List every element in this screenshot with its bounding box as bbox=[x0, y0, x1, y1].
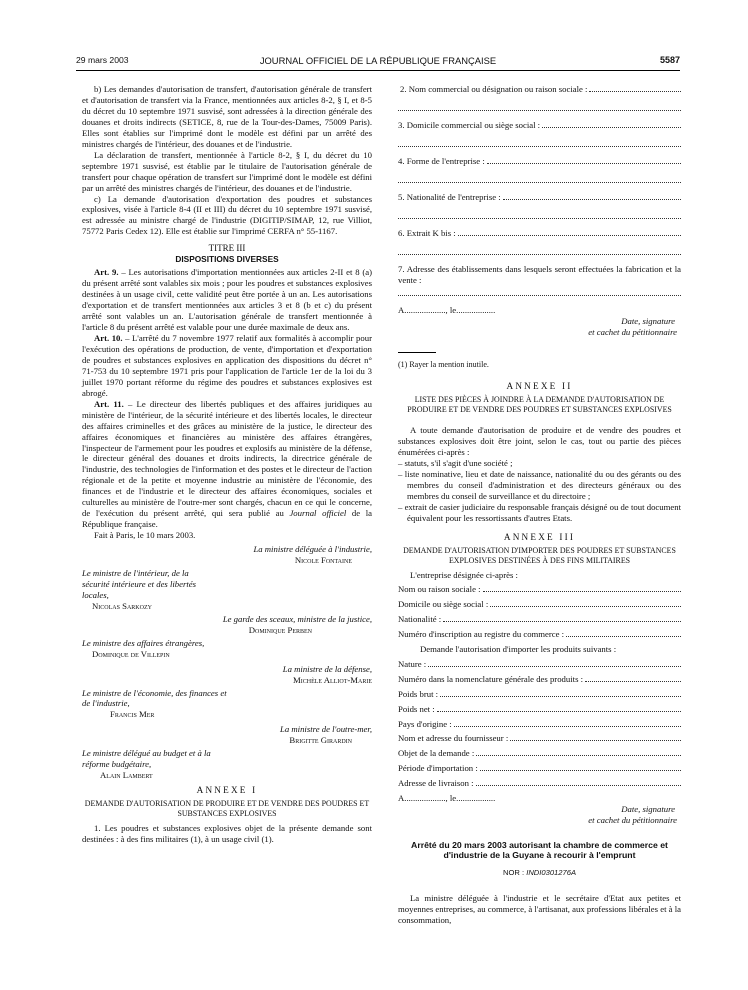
header-rule bbox=[76, 70, 680, 71]
form-field: Nationalité : bbox=[398, 614, 681, 625]
signatory-title: Le ministre de l'intérieur, de la sécurité intérieure et des libertés locales, bbox=[82, 567, 197, 600]
annexe-2-list bbox=[398, 458, 681, 524]
signatory-title: La ministre de la défense, bbox=[282, 663, 372, 674]
signature-block bbox=[82, 638, 372, 660]
article-11-label: Art. 11. bbox=[94, 398, 124, 409]
signatory-name: Brigitte Girardin bbox=[289, 735, 352, 746]
form-line: 2. Nom commercial ou désignation ou raison sociale : bbox=[398, 84, 681, 95]
signatory-name: Michèle Alliot-Marie bbox=[293, 674, 372, 685]
signatory-name: Nicole Fontaine bbox=[294, 555, 352, 566]
signature-block bbox=[82, 724, 372, 746]
form-field: Domicile ou siège social : bbox=[398, 599, 681, 610]
signature-block bbox=[82, 688, 372, 721]
signature-block bbox=[82, 614, 372, 636]
signatory-name: Alain Lambert bbox=[100, 770, 153, 781]
arrete-title: Arrêté du 20 mars 2003 autorisant la chambre de commerce et d'industrie de la Guyane à recourir à l'emprunt bbox=[411, 840, 668, 861]
page-header bbox=[76, 55, 680, 69]
left-column bbox=[82, 84, 372, 845]
annexe-3-heading: ANNEXE III bbox=[503, 532, 576, 543]
titre-heading: TITRE III bbox=[208, 243, 246, 254]
date-signature-label: Date, signature bbox=[621, 804, 675, 815]
blank-dotted-line bbox=[398, 101, 681, 111]
form-field: Objet de la demande : bbox=[398, 748, 681, 759]
signatory-title: La ministre déléguée à l'industrie, bbox=[253, 544, 372, 555]
signatory-title: La ministre de l'outre-mer, bbox=[280, 724, 372, 735]
place-date-line: A..................., le.................. bbox=[398, 304, 496, 315]
entreprise-designee: L'entreprise désignée ci-après : bbox=[410, 569, 518, 580]
form-field: Nom et adresse du fournisseur : bbox=[398, 733, 681, 744]
signatory-name: Francis Mer bbox=[110, 709, 155, 720]
blank-dotted-line bbox=[398, 173, 681, 183]
nor-code: INDI0301276A bbox=[526, 868, 577, 878]
paragraph-declaration: La déclaration de transfert, mentionnée à l'article 8-2, § I, du décret du 10 septembre 1971 susvisé, est établie par le titulaire de l'autorisation générale de transfert pour chaque opération de transfert sur l'imprimé dont le modèle est défini par un arrêté des ministres chargés de l'intérieur, des douanes et de l'industrie. bbox=[82, 149, 372, 193]
article-9: Art. 9. – Les autorisations d'importation mentionnées aux articles 2-II et 8 (a) du présent arrêté sont valables six mois ; pour les poudres et substances explosives destinées à un usage civil, cette validité peut être portée à un an. Les autorisations d'exportation et de transfert mentionnées aux articles 3 et 8 (b et c) du présent arrêté sont valables un an. L'autorisation générale de transfert mentionnée à l'article 8 du présent arrêté est valable pour une durée maximale de deux ans. bbox=[82, 267, 372, 333]
list-item: – statuts, s'il s'agit d'une société ; bbox=[398, 458, 513, 469]
form-line: 3. Domicile commercial ou siège social : bbox=[398, 120, 681, 131]
signatory-title: Le ministre des affaires étrangères, bbox=[82, 637, 205, 648]
footnote-rule bbox=[398, 352, 436, 353]
footnote: (1) Rayer la mention inutile. bbox=[398, 359, 489, 369]
list-item: – extrait de casier judiciaire du responsable français désigné ou de tout document équivalent pour les ressortissants d'autres Etats. bbox=[398, 502, 681, 524]
blank-dotted-line bbox=[398, 286, 681, 296]
page-number: 5587 bbox=[659, 55, 680, 65]
paragraph-b: b) Les demandes d'autorisation de transfert, d'autorisation générale de transfert et d'autorisation de transfert via la France, mentionnées aux articles 8-2, § I, et 8-5 du décret du 10 septembre 1971 susvisé, sont adressées à la direction générale des douanes et droits indirects (SETICE, 8, rue de la Tour-des-Dames, 75009 Paris). Elles sont établies sur l'imprimé dont le modèle est défini par un arrêté des ministres chargés de l'intérieur, des douanes et de l'industrie. bbox=[82, 84, 372, 149]
final-paragraph: La ministre déléguée à l'industrie et le secrétaire d'Etat aux petites et moyennes entreprises, au commerce, à l'artisanat, aux professions libérales et à la consommation, bbox=[398, 893, 681, 925]
blank-dotted-line bbox=[398, 209, 681, 219]
article-10-label: Art. 10. bbox=[94, 332, 123, 343]
annexe-1-title: DEMANDE D'AUTORISATION DE PRODUIRE ET DE VENDRE DES POUDRES ET SUBSTANCES EXPLOSIVES bbox=[84, 799, 370, 819]
form-field: Nom ou raison sociale : bbox=[398, 584, 681, 595]
annexe-1-heading: ANNEXE I bbox=[196, 785, 258, 796]
cachet-label: et cachet du pétitionnaire bbox=[588, 815, 677, 826]
article-11: Art. 11. – Le directeur des libertés publiques et des affaires juridiques au ministère de l'intérieur, de la sécurité intérieure et des libertés locales, le directeur des affaires criminelles et des grâces au ministère de la justice, le directeur des affaires économiques et financières au ministère des affaires étrangères, l'inspecteur de l'armement pour les poudres et explosifs au ministère de la défense, le directeur général des douanes et droits indirects, la directrice générale de l'industrie, des technologies de l'information et des postes et le directeur de l'action régionale et de la petite et moyenne industrie au ministère de l'économie, des finances et de l'industrie et le directeur des affaires économiques, sociales et culturelles au ministère de l'outre-mer sont chargés, chacun en ce qui le concerne, de l'exécution du présent arrêté, qui sera publié au Journal officiel de la République française. bbox=[82, 398, 372, 530]
form-field: Poids net : bbox=[398, 704, 681, 715]
form-field: Poids brut : bbox=[398, 689, 681, 700]
signature-block bbox=[82, 664, 372, 686]
form-field: Numéro d'inscription au registre du commerce : bbox=[398, 629, 681, 640]
form-line: 4. Forme de l'entreprise : bbox=[398, 156, 681, 167]
form-field: Numéro dans la nomenclature générale des produits : bbox=[398, 674, 681, 685]
signatory-title: Le ministre de l'économie, des finances et de l'industrie, bbox=[82, 687, 227, 709]
annexe-2-heading: ANNEXE II bbox=[506, 381, 573, 392]
cachet-label: et cachet du pétitionnaire bbox=[588, 326, 677, 337]
signatory-name: Nicolas Sarkozy bbox=[92, 600, 152, 611]
annexe-2-paragraph: A toute demande d'autorisation de produire et de vendre des poudres et substances explosives doit être joint, selon le cas, tout ou partie des pièces énumérées ci-après : bbox=[398, 425, 681, 458]
signature-block bbox=[82, 544, 372, 566]
annexe-1-paragraph: 1. Les poudres et substances explosives objet de la présente demande sont destinées : à des fins militaires (1), à un usage civil (1). bbox=[82, 823, 372, 845]
signature-block bbox=[82, 568, 372, 612]
form-field: Pays d'origine : bbox=[398, 719, 681, 730]
form-line: 5. Nationalité de l'entreprise : bbox=[398, 192, 681, 203]
list-item: – liste nominative, lieu et date de naissance, nationalité du ou des gérants ou des membres du conseil d'administration et des directeurs généraux ou des membres du conseil de surveillance et du directoire ; bbox=[398, 469, 681, 502]
signatory-name: Dominique de Villepin bbox=[92, 648, 170, 659]
form-field: Période d'importation : bbox=[398, 763, 681, 774]
annexe-3-title: DEMANDE D'AUTORISATION D'IMPORTER DES POUDRES ET SUBSTANCES EXPLOSIVES DESTINÉES À DES FINS MILITAIRES bbox=[403, 545, 676, 565]
signature-block bbox=[82, 748, 372, 781]
blank-dotted-line bbox=[398, 245, 681, 255]
right-column bbox=[398, 84, 681, 926]
form-field: Nature : bbox=[398, 659, 681, 670]
article-10: Art. 10. – L'arrêté du 7 novembre 1977 relatif aux formalités à accomplir pour l'exécution des opérations de production, de vente, d'importation et d'exportation de poudres et substances explosives en application des dispositions du décret n° 71-753 du 10 septembre 1971 pris pour l'application de l'article 1er de la loi du 3 juillet 1970 portant réforme du régime des poudres et substances explosives est abrogé. bbox=[82, 332, 372, 398]
form-line: 6. Extrait K bis : bbox=[398, 228, 681, 239]
signatory-title: Le garde des sceaux, ministre de la justice, bbox=[222, 613, 372, 624]
nor-line: NOR : INDI0301276A bbox=[502, 868, 577, 878]
signatory-title: Le ministre délégué au budget et à la réforme budgétaire, bbox=[82, 748, 211, 770]
signatory-name: Dominique Perben bbox=[248, 624, 312, 635]
journal-title: JOURNAL OFFICIEL DE LA RÉPUBLIQUE FRANÇAISE bbox=[259, 55, 497, 66]
header-date: 29 mars 2003 bbox=[76, 55, 129, 65]
blank-dotted-line bbox=[398, 137, 681, 147]
item-7: 7. Adresse des établissements dans lesquels seront effectuées la fabrication et la vente : bbox=[398, 263, 681, 285]
date-signature-label: Date, signature bbox=[621, 315, 675, 326]
article-9-label: Art. 9. bbox=[94, 267, 119, 278]
titre-subheading: DISPOSITIONS DIVERSES bbox=[175, 254, 279, 265]
demande-line: Demande l'autorisation d'importer les produits suivants : bbox=[420, 643, 617, 654]
paragraph-c: c) La demande d'autorisation d'exportation des poudres et substances explosives, visée à l'article 8-4 (II et III) du décret du 10 septembre 1971 susvisé, est adressée au ministre chargé de l'industrie (DIGITIP/SIMAP, 12, rue Villiot, 75772 Paris Cedex 12). Elle est établie sur l'imprimé CERFA n° 55-1167. bbox=[82, 193, 372, 237]
annexe-2-title: LISTE DES PIÈCES À JOINDRE À LA DEMANDE D'AUTORISATION DE PRODUIRE ET DE VENDRE DES POUDRES ET SUBSTANCES EXPLOSIVES bbox=[407, 395, 672, 415]
fait-line: Fait à Paris, le 10 mars 2003. bbox=[94, 530, 196, 541]
place-date-line: A..................., le.................. bbox=[398, 793, 496, 804]
form-field: Adresse de livraison : bbox=[398, 778, 681, 789]
